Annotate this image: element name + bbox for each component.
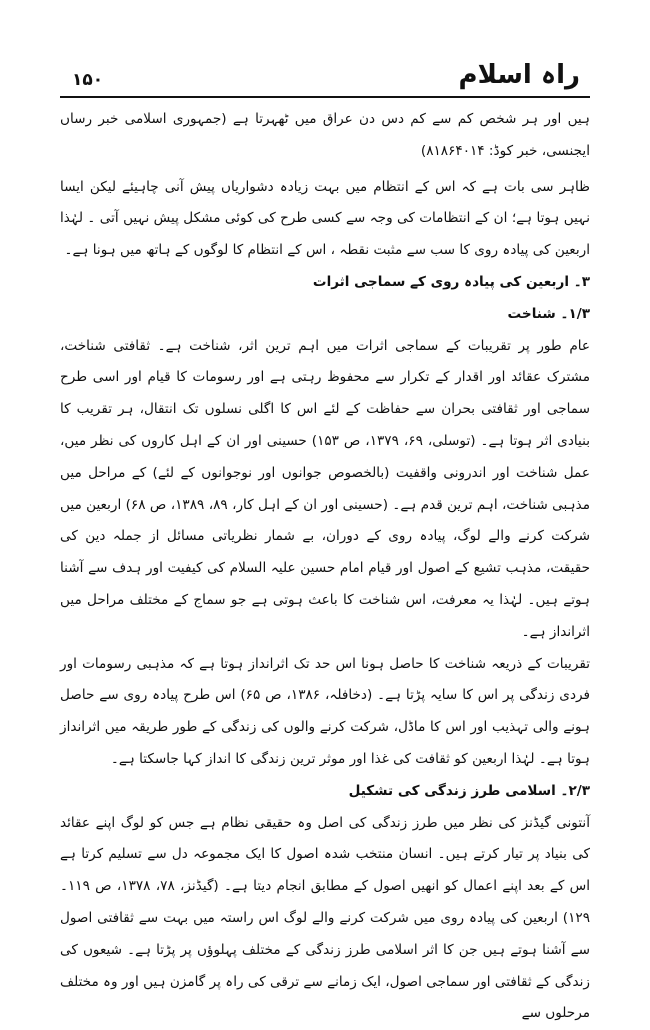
body-text xyxy=(60,104,590,1030)
page-number: ۱۵۰ xyxy=(72,70,104,90)
book-title: راہ اسلام xyxy=(458,60,580,90)
paragraph: آنتونی گیڈنز کی نظر میں طرز زندگی کی اصل وہ حقیقی نظام ہے جس کو لوگ اپنے عقائد کی بنیاد پر تیار کرتے ہیں۔ انسان منتخب شدہ اصول کا ایک مجموعہ دل سے تسلیم کرتا ہے اس کے بعد اپنے اعمال کو انھیں اصول کے مطابق انجام دیتا ہے۔ (گیڈنز، ۷۸، ۱۳۷۸، ص ۱۱۹۔ ۱۲۹) اربعین کی پیادہ روی میں شرکت کرنے والے لوگ اس راستہ میں بہت سے ثقافتی اصول سے آشنا ہوتے ہیں جن کا اثر اسلامی طرز زندگی کے مختلف پہلوؤں پر پڑتا ہے۔ شیعوں کی زندگی کے ثقافتی اور سماجی اصول، ایک زمانے سے ترقی کی راہ پر گامزن ہیں اور وہ مختلف مرحلوں سے xyxy=(60,814,590,1022)
section-heading: ۳۔ اربعین کی پیادہ روی کے سماجی اثرات xyxy=(312,273,590,290)
header-rule xyxy=(60,96,590,98)
paragraph: عام طور پر تقریبات کے سماجی اثرات میں اہم ترین اثر، شناخت ہے۔ ثقافتی شناخت، مشترک عقائد اور اقدار کے تکرار سے محفوظ رہتی ہے اور رسومات کا قیام اور اسی طرح سماجی اور ثقافتی بحران سے حفاظت کے لئے اس کا اگلی نسلوں تک انتقال، ہر تقریب کا بنیادی اثر ہوتا ہے۔ (توسلی، ۶۹، ۱۳۷۹، ص ۱۵۳) حسینی اور ان کے اہل کاروں کی نظر میں، عمل شناخت اور اندرونی واقفیت (بالخصوص جوانوں اور نوجوانوں کے لئے) کے مراحل میں مذہبی شناخت، اہم ترین قدم ہے۔ (حسینی اور ان کے اہل کار، ۸۹، ۱۳۸۹، ص ۶۸) اربعین میں شرکت کرنے والے لوگ، پیادہ روی کے دوران، بے شمار نظریاتی مسائل از جملہ دین کی حقیقت، مذہب تشیع کے اصول اور قیام امام حسین علیہ السلام کی کیفیت اور ہدف سے آشنا ہوتے ہیں۔ لہٰذا یہ معرفت، اس شناخت کا باعث ہوتی ہے جو سماج کے مختلف مراحل میں اثرانداز ہے۔ xyxy=(60,337,591,640)
paragraph: تقریبات کے ذریعہ شناخت کا حاصل ہونا اس حد تک اثرانداز ہوتا ہے کہ مذہبی رسومات اور فردی زندگی پر اس کا سایہ پڑتا ہے۔ (دخافلہ، ۱۳۸۶، ص ۶۵) اس طرح پیادہ روی سے حاصل ہونے والی تہذیب اور اس کا ماڈل، شرکت کرنے والوں کی زندگی کے طور طریقہ میں اثرانداز ہوتا ہے۔ لہٰذا اربعین کو ثقافت کی غذا اور موثر ترین زندگی کا انداز کہا جاسکتا ہے۔ xyxy=(60,655,591,767)
paragraph: ہیں اور ہر شخص کم سے کم دس دن عراق میں ٹھہرتا ہے (جمہوری اسلامی خبر رساں ایجنسی، خبر کوڈ: ۸۱۸۶۴۰۱۴) xyxy=(60,111,590,159)
subsection-heading: ۲/۳۔ اسلامی طرز زندگی کی تشکیل xyxy=(348,782,590,799)
subsection-heading: ۱/۳۔ شناخت xyxy=(507,305,590,322)
paragraph: ظاہر سی بات ہے کہ اس کے انتظام میں بہت زیادہ دشواریاں پیش آنی چاہیئے لیکن ایسا نہیں ہوتا ہے؛ ان کے انتظامات کی وجہ سے کسی طرح کی کوئی مشکل پیش نہیں آتی ۔ لہٰذا اربعین کی پیادہ روی کا سب سے مثبت نقطہ ، اس کے انتظام کا لوگوں کے ہاتھ میں ہونا ہے۔ xyxy=(60,178,590,259)
page-header xyxy=(72,56,580,90)
